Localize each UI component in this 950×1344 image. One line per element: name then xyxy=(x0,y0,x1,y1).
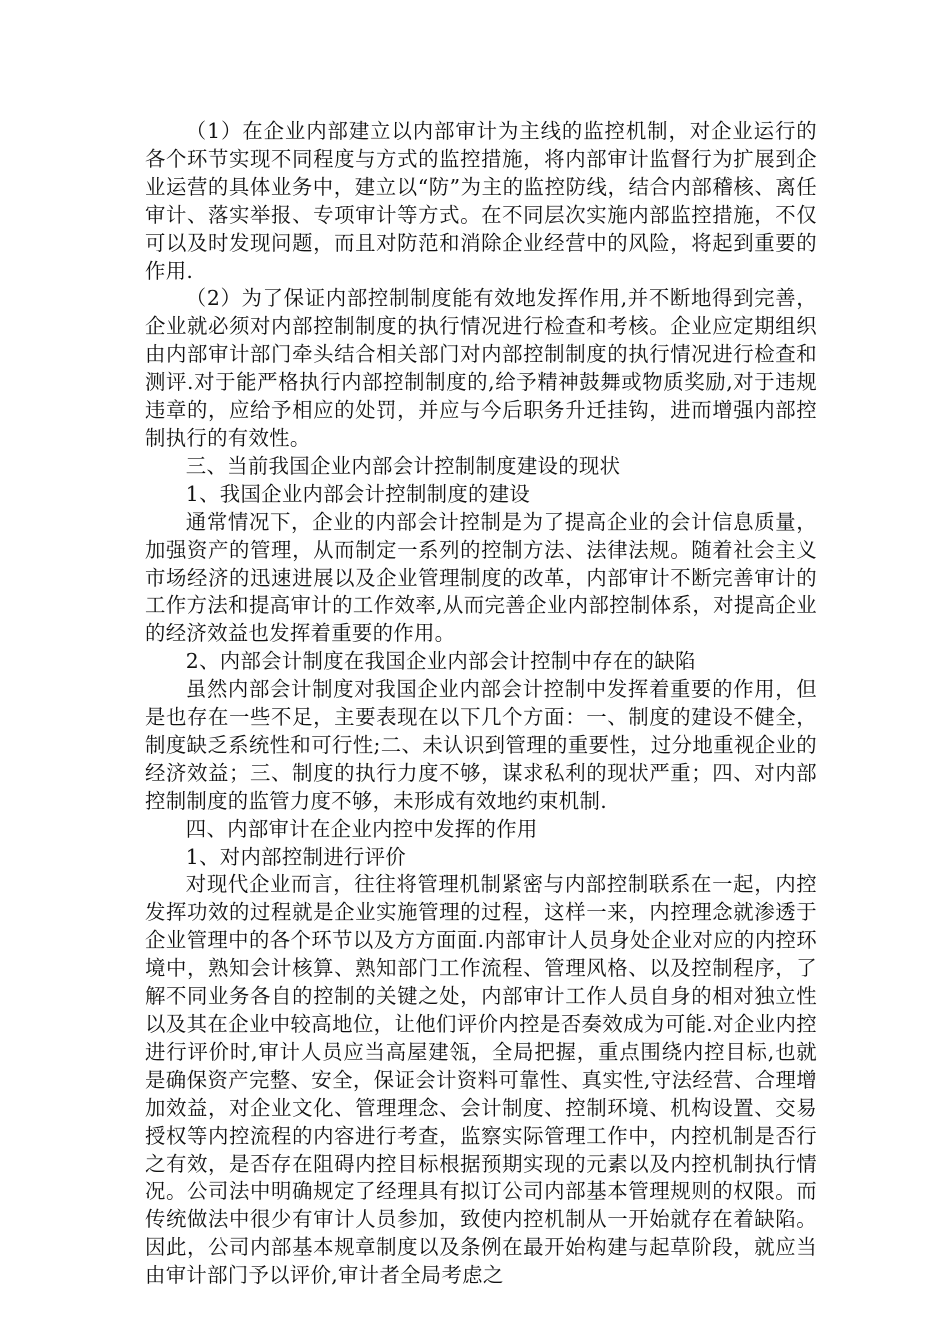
subsection-heading-4-1: 1、对内部控制进行评价 xyxy=(185,844,406,869)
paragraph-control-construction: 通常情况下，企业的内部会计控制是为了提高企业的会计信息质量，加强资产的管理，从而制定一系列的控制方法、法律法规。随着社会主义市场经济的迅速进展以及企业管理制度的改革，内部审计不断完善审计的工作方法和提高审计的工作效率,从而完善企业内部控制体系，对提高企业的经济效益也发挥着重要的作用。 xyxy=(145,509,817,646)
paragraph-control-inspection: （2）为了保证内部控制制度能有效地发挥作用,并不断地得到完善，企业就必须对内部控制制度的执行情况进行检查和考核。企业应定期组织由内部审计部门牵头结合相关部门对内部控制制度的执行情况进行检查和测评.对于能严格执行内部控制制度的,给予精神鼓舞或物质奖励,对于违规违章的，应给予相应的处罚，并应与今后职务升迁挂钩，进而增强内部控制执行的有效性。 xyxy=(145,286,817,450)
section-heading-4: 四、内部审计在企业内控中发挥的作用 xyxy=(185,816,538,841)
paragraph-internal-audit-monitoring: （1）在企业内部建立以内部审计为主线的监控机制，对企业运行的各个环节实现不同程度与方式的监控措施，将内部审计监督行为扩展到企业运营的具体业务中，建立以“防”为主的监控防线，结合内部稽核、离任审计、落实举报、专项审计等方式。在不同层次实施内部监控措施，不仅可以及时发现问题，而且对防范和消除企业经营中的风险，将起到重要的作用. xyxy=(145,119,817,283)
subsection-heading-3-1: 1、我国企业内部会计控制制度的建设 xyxy=(185,481,531,506)
paragraph-control-evaluation: 对现代企业而言，往往将管理机制紧密与内部控制联系在一起，内控发挥功效的过程就是企业实施管理的过程，这样一来，内控理念就渗透于企业管理中的各个环节以及方方面面.内部审计人员身处企业对应的内控环境中，熟知会计核算、熟知部门工作流程、管理风格、以及控制程序，了解不同业务各自的控制的关键之处，内部审计工作人员自身的相对独立性以及其在企业中较高地位，让他们评价内控是否奏效成为可能.对企业内控进行评价时,审计人员应当高屋建瓴，全局把握，重点围绕内控目标,也就是确保资产完整、安全，保证会计资料可靠性、真实性,守法经营、合理增加效益，对企业文化、管理理念、会计制度、控制环境、机构设置、交易授权等内控流程的内容进行考查，监察实际管理工作中，内控机制是否行之有效，是否存在阻碍内控目标根据预期实现的元素以及内控机制执行情况。公司法中明确规定了经理具有拟订公司内部基本管理规则的权限。而传统做法中很少有审计人员参加，致使内控机制从一开始就存在着缺陷。因此，公司内部基本规章制度以及条例在最开始构建与起草阶段，就应当由审计部门予以评价,审计者全局考虑之 xyxy=(145,872,817,1288)
section-heading-3: 三、当前我国企业内部会计控制制度建设的现状 xyxy=(185,453,621,478)
paragraph-control-defects: 虽然内部会计制度对我国企业内部会计控制中发挥着重要的作用，但是也存在一些不足，主要表现在以下几个方面：一、制度的建设不健全，制度缺乏系统性和可行性;二、未认识到管理的重要性，过分地重视企业的经济效益；三、制度的执行力度不够，谋求私利的现状严重；四、对内部控制制度的监管力度不够，未形成有效地约束机制. xyxy=(145,677,817,813)
subsection-heading-3-2: 2、内部会计制度在我国企业内部会计控制中存在的缺陷 xyxy=(185,649,696,674)
document-body xyxy=(145,118,817,1290)
